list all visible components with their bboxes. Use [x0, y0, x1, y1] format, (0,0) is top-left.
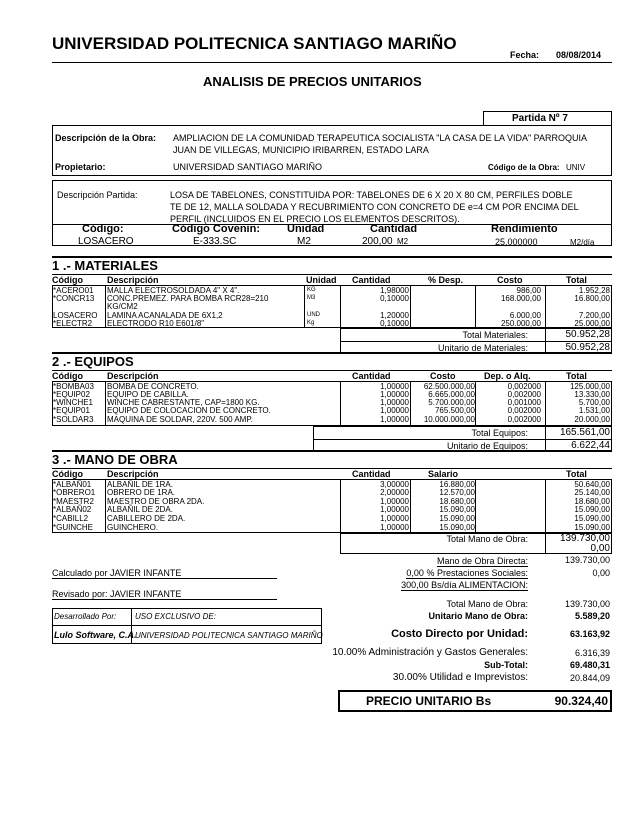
lulo-software: Lulo Software, C.A. — [54, 630, 137, 640]
mo-desc: OBRERO DE 1RA. — [107, 488, 176, 497]
partida-desc-line1: LOSA DE TABELONES, CONSTITUIDA POR: TABELONES DE 6 X 20 X 80 CM, PERFILES DOBLE — [170, 190, 573, 200]
mat-total: 1.952,28 — [578, 286, 610, 295]
table-row — [52, 406, 612, 415]
partida-number: Partida Nº 7 — [512, 113, 568, 124]
mo-total2-label: Total Mano de Obra: — [446, 599, 528, 609]
mat-cod: *CONCR13 — [53, 294, 95, 303]
mat-und: KG — [307, 287, 316, 293]
eq-desc: EQUIPO DE CABILLA. — [107, 390, 189, 399]
mat-cant: 0,10000 — [380, 319, 409, 328]
mo-h-salario: Salario — [428, 469, 459, 479]
eq-h-dep: Dep. o Alq. — [484, 371, 531, 381]
mat-total: 7.200,00 — [578, 311, 610, 320]
mat-costo: 250.000,00 — [500, 319, 541, 328]
mo-sal: 16.880,00 — [439, 480, 475, 489]
mo-cant: 1,00000 — [380, 497, 409, 506]
eq-cant: 1,00000 — [380, 415, 409, 424]
mo-alim-label: 300,00 Bs/día ALIMENTACION: — [401, 580, 528, 590]
subtotal-label: Sub-Total: — [484, 660, 528, 670]
table-row — [52, 488, 612, 497]
partida-desc-line3: PERFIL (INCLUIDOS EN EL PRECIO LOS ELEMENTOS DESCRITOS). — [170, 214, 460, 224]
eq-costo: 5.700.000,00 — [428, 398, 475, 407]
eq-total: 125.000,00 — [569, 382, 610, 391]
mat-h-cantidad: Cantidad — [352, 275, 391, 285]
revisado-por: Revisado por: JAVIER INFANTE — [52, 589, 277, 600]
eq-cant: 1,00000 — [380, 390, 409, 399]
mat-desc: MALLA ELECTROSOLDADA 4" X 4". — [107, 286, 240, 295]
mo-directa-label: Mano de Obra Directa: — [436, 556, 528, 566]
eq-cant: 1,00000 — [380, 382, 409, 391]
table-row-cont — [52, 302, 612, 311]
eq-cod: *EQUIP02 — [53, 390, 90, 399]
mat-h-codigo: Código — [52, 275, 83, 285]
rendimiento-header: Rendimiento — [491, 223, 558, 235]
mo-cod: *GUINCHE — [53, 523, 94, 532]
precio-unitario-label: PRECIO UNITARIO Bs — [366, 694, 492, 708]
eq-h-descripcion: Descripción — [107, 371, 159, 381]
mo-sal: 15.090,00 — [439, 505, 475, 514]
mo-desc: ALBAÑIL DE 1RA. — [107, 480, 173, 489]
mo-total: 15.090,00 — [574, 514, 610, 523]
obra-desc-label: Descripción de la Obra: — [55, 133, 157, 143]
propietario-label: Propietario: — [55, 162, 106, 172]
desarrollado-label: Desarrollado Por: — [54, 612, 117, 621]
mat-h-total: Total — [566, 275, 587, 285]
rendimiento-value: 25,000000 — [495, 237, 538, 247]
subtotal-value: 69.480,31 — [569, 660, 610, 670]
eq-total: 5.700,00 — [578, 398, 610, 407]
eq-cod: *SOLDAR3 — [53, 415, 94, 424]
mo-desc: CABILLERO DE 2DA. — [107, 514, 186, 523]
mat-und: Kg — [307, 320, 315, 326]
mo-sal: 15.090,00 — [439, 514, 475, 523]
cantidad-unit: M2 — [397, 237, 409, 246]
mo-directa-value: 139.730,00 — [564, 555, 610, 565]
mo-h-total: Total — [566, 469, 587, 479]
obra-desc-line2: JUAN DE VILLEGAS, MUNICIPIO IRIBARREN, ESTADO LARA — [173, 145, 429, 155]
mat-desc: LAMINA ACANALADA DE 6X1,2 — [107, 311, 223, 320]
eq-h-codigo: Código — [52, 371, 83, 381]
eq-dep: 0,002000 — [507, 415, 541, 424]
utilidad-label: 30.00% Utilidad e Imprevistos: — [392, 672, 528, 683]
mat-h-costo: Costo — [497, 275, 523, 285]
admin-value: 6.316,39 — [574, 648, 610, 658]
eq-desc: MAQUINA DE SOLDAR, 220V. 500 AMP. — [107, 415, 253, 424]
table-row — [52, 415, 612, 424]
mo-total: 15.090,00 — [574, 523, 610, 532]
mo-cod: *OBRERO1 — [53, 488, 96, 497]
mo-sal: 18.680,00 — [439, 497, 475, 506]
mo-unit-label: Unitario Mano de Obra: — [428, 611, 528, 621]
mat-cant: 1,20000 — [380, 311, 409, 320]
calculado-por: Calculado por JAVIER INFANTE — [52, 568, 277, 579]
univ-exclusive: UNIVERSIDAD POLITECNICA SANTIAGO MARIÑO — [135, 631, 323, 640]
mo-cod: *MAESTR2 — [53, 497, 94, 506]
mo-sal: 15.090,00 — [439, 523, 475, 532]
eq-costo: 10.000.000,00 — [423, 415, 475, 424]
unidad-header: Unidad — [287, 223, 325, 235]
mat-desc: ELECTRODO R10 E601/8" — [107, 319, 205, 328]
fecha-label: Fecha: — [510, 50, 540, 60]
mo-h-codigo: Código — [52, 469, 83, 479]
mo-cant: 2,00000 — [380, 488, 409, 497]
codigo-header: Código: — [82, 223, 124, 235]
mo-cod: *ALBAÑ01 — [53, 480, 92, 489]
table-row — [52, 523, 612, 532]
mat-unit-label: Unitario de Materiales: — [437, 343, 528, 353]
codigo-value: LOSACERO — [78, 236, 134, 247]
cantidad-value: 200,00 — [362, 236, 393, 247]
covenin-header: Código Covenin: — [172, 223, 260, 235]
mo-total2-value: 139.730,00 — [564, 599, 610, 609]
eq-h-total: Total — [566, 371, 587, 381]
eq-cod: *BOMBA03 — [53, 382, 94, 391]
mo-zero-value: 0,00 — [590, 543, 610, 554]
utilidad-value: 20.844,09 — [569, 673, 610, 683]
eq-total-value: 165.561,00 — [559, 427, 610, 438]
mo-cant: 1,00000 — [380, 505, 409, 514]
mo-cant: 1,00000 — [380, 523, 409, 532]
eq-h-cantidad: Cantidad — [352, 371, 391, 381]
eq-desc: EQUIPO DE COLOCACION DE CONCRETO. — [107, 406, 271, 415]
mat-h-unidad: Unidad — [306, 275, 337, 285]
mat-desc-cont: KG/CM2 — [107, 302, 138, 311]
eq-total: 1.531,00 — [578, 406, 610, 415]
admin-label: 10.00% Administración y Gastos Generales: — [332, 647, 528, 658]
mo-h-descripcion: Descripción — [107, 469, 159, 479]
equipos-title: 2 .- EQUIPOS — [52, 354, 134, 369]
eq-h-costo: Costo — [430, 371, 456, 381]
mo-prest-label: 0,00 % Prestaciones Sociales: — [406, 568, 528, 578]
cantidad-header: Cantidad — [370, 223, 418, 235]
mat-cant: 1,98000 — [380, 286, 409, 295]
materiales-title: 1 .- MATERIALES — [52, 258, 158, 273]
mat-und: M3 — [307, 295, 316, 301]
table-row — [52, 514, 612, 523]
eq-dep: 0,002000 — [507, 406, 541, 415]
mat-und: UND — [307, 312, 320, 318]
mo-cod: *CABILL2 — [53, 514, 89, 523]
mo-sal: 12.570,00 — [439, 488, 475, 497]
mat-h-desp: % Desp. — [428, 275, 464, 285]
mat-costo: 986,00 — [516, 286, 541, 295]
mo-desc: GUINCHERO. — [107, 523, 159, 532]
mo-cant: 1,00000 — [380, 514, 409, 523]
eq-dep: 0,002000 — [507, 382, 541, 391]
mat-cod: *ELECTR2 — [53, 319, 93, 328]
eq-desc: BOMBA DE CONCRETO. — [107, 382, 199, 391]
obra-desc-line1: AMPLIACION DE LA COMUNIDAD TERAPEUTICA SOCIALISTA "LA CASA DE LA VIDA" PARROQUIA — [173, 133, 588, 143]
fecha-value: 08/08/2014 — [556, 50, 602, 60]
mat-total-value: 50.952,28 — [565, 329, 610, 340]
eq-desc: WINCHE CABRESTANTE, CAP=1800 KG. — [107, 398, 260, 407]
mat-total: 16.800,00 — [574, 294, 610, 303]
codigo-obra-label: Código de la Obra: — [488, 163, 560, 172]
mo-total: 15.090,00 — [574, 505, 610, 514]
rendimiento-unit: M2/día — [570, 238, 595, 247]
mo-total-label: Total Mano de Obra: — [446, 534, 528, 544]
mo-prest-value: 0,00 — [592, 568, 610, 578]
eq-unit-value: 6.622,44 — [571, 440, 610, 451]
eq-cod: *EQUIP01 — [53, 406, 90, 415]
mo-desc: MAESTRO DE OBRA 2DA. — [107, 497, 205, 506]
mat-total: 25.000,00 — [574, 319, 610, 328]
mo-total: 25.140,00 — [574, 488, 610, 497]
eq-total-label: Total Equipos: — [471, 428, 528, 438]
mo-desc: ALBAÑIL DE 2DA. — [107, 505, 173, 514]
costo-directo-value: 63.163,92 — [569, 629, 610, 639]
codigo-obra-value: UNIV — [566, 163, 586, 172]
table-row — [52, 505, 612, 514]
eq-costo: 6.665.000,00 — [428, 390, 475, 399]
mo-cant: 3,00000 — [380, 480, 409, 489]
costo-directo-label: Costo Directo por Unidad: — [391, 628, 528, 640]
uso-label: USO EXCLUSIVO DE: — [135, 612, 216, 621]
mo-h-cantidad: Cantidad — [352, 469, 391, 479]
mo-cod: *ALBAÑ02 — [53, 505, 92, 514]
eq-total: 20.000,00 — [574, 415, 610, 424]
mat-costo: 168.000,00 — [500, 294, 541, 303]
mano-title: 3 .- MANO DE OBRA — [52, 452, 178, 467]
mo-unit-value: 5.589,20 — [574, 611, 610, 621]
mo-total-value: 139.730,00 — [559, 533, 610, 544]
eq-dep: 0,001000 — [507, 398, 541, 407]
eq-costo: 765.500,00 — [434, 406, 475, 415]
table-row — [52, 319, 612, 328]
page-title: ANALISIS DE PRECIOS UNITARIOS — [203, 74, 422, 89]
mo-total: 50.640,00 — [574, 480, 610, 489]
mat-cod: LOSACERO — [53, 311, 98, 320]
covenin-value: E-333.SC — [193, 236, 237, 247]
mat-h-descripcion: Descripción — [107, 275, 159, 285]
eq-dep: 0,002000 — [507, 390, 541, 399]
mat-desc: CONC.PREMEZ. PARA BOMBA RCR28=210 — [107, 294, 269, 303]
eq-total: 13.330,00 — [574, 390, 610, 399]
eq-cant: 1,00000 — [380, 398, 409, 407]
unidad-value: M2 — [297, 236, 311, 247]
partida-desc-label: Descripción Partida: — [57, 190, 138, 200]
partida-desc-line2: TE DE 12, MALLA SOLDADA Y RECUBRIMIENTO CON CONCRETO DE e=4 CM POR ENCIMA DEL — [170, 202, 579, 212]
mat-costo: 6.000,00 — [509, 311, 541, 320]
mat-cant: 0,10000 — [380, 294, 409, 303]
eq-cant: 1,00000 — [380, 406, 409, 415]
mat-cod: *ACERO01 — [53, 286, 94, 295]
mat-total-label: Total Materiales: — [462, 330, 528, 340]
propietario-value: UNIVERSIDAD SANTIAGO MARIÑO — [173, 162, 323, 172]
eq-cod: *WINCHE1 — [53, 398, 94, 407]
eq-costo: 62.500.000,00 — [423, 382, 475, 391]
eq-unit-label: Unitario de Equipos: — [446, 441, 528, 451]
university-title: UNIVERSIDAD POLITECNICA SANTIAGO MARIÑO — [52, 34, 457, 53]
mat-unit-value: 50.952,28 — [565, 342, 610, 353]
precio-unitario-value: 90.324,40 — [554, 694, 608, 708]
mo-total: 18.680,00 — [574, 497, 610, 506]
